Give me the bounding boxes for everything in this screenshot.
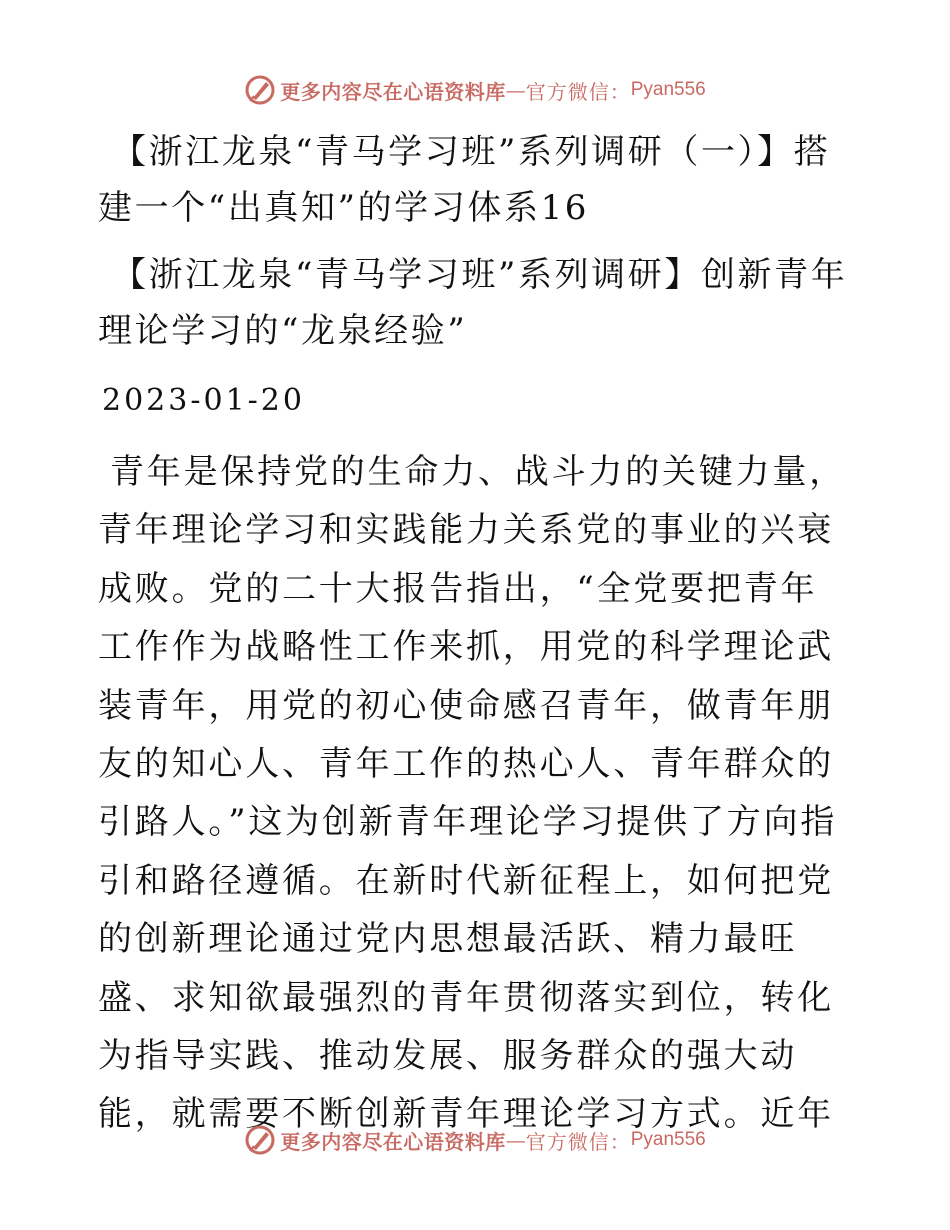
watermark-brand: 更多内容尽在心语资料库 (280, 1129, 506, 1154)
document-title-2: 【浙江龙泉“青马学习班”系列调研】创新青年理论学习的“龙泉经验” (98, 255, 848, 351)
quill-pen-logo-icon (244, 74, 276, 106)
publish-date: 2023-01-20 (102, 383, 305, 418)
watermark-account: Pyan556 (630, 1129, 706, 1150)
watermark-official-label: 官方微信： (525, 79, 631, 104)
header-watermark (0, 70, 950, 110)
quill-pen-logo-icon (244, 1124, 276, 1156)
body-paragraph: 青年是保持党的生命力、战斗力的关键力量，青年理论学习和实践能力关系党的事业的兴衰成败。党的二十大报告指出，“全党要把青年工作作为战略性工作来抓，用党的科学理论武装青年，用党的初心使命感召青年，做青年朋友的知心人、青年工作的热心人、青年群众的引路人。”这为创新青年理论学习提供了方向指引和路径遵循。在新时代新征程上，如何把党的创新理论通过党内思想最活跃、精力最旺盛、求知欲最强烈的青年贯彻落实到位，转化为指导实践、推动发展、服务群众的强大动能，就需要不断创新青年理论学习方式。近年 (98, 452, 846, 1135)
watermark-brand: 更多内容尽在心语资料库 (280, 79, 506, 104)
watermark-separator: — (505, 1128, 526, 1152)
watermark-official-label: 官方微信： (525, 1129, 631, 1154)
document-body (98, 124, 850, 1144)
watermark-account: Pyan556 (630, 79, 706, 100)
document-title-1: 【浙江龙泉“青马学习班”系列调研（一）】搭建一个“出真知”的学习体系16 (98, 132, 831, 228)
footer-watermark (0, 1120, 950, 1160)
watermark-separator: — (505, 78, 526, 102)
